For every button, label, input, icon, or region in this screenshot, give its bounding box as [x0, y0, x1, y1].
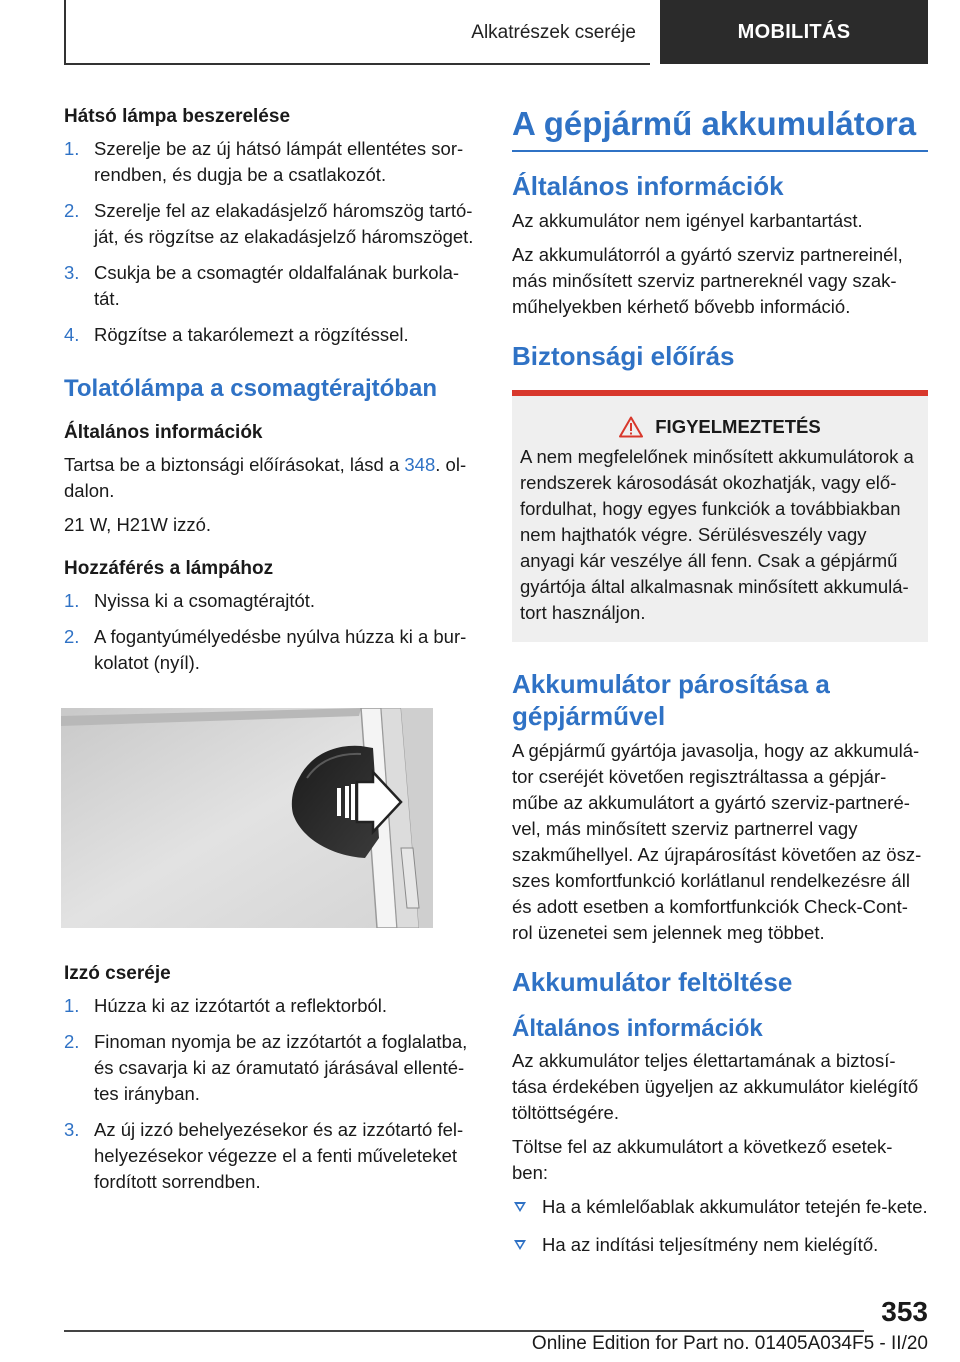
section-title-general-info: Általános információk — [64, 422, 263, 443]
info-source-text: Az akkumulátorról a gyártó szerviz partnereinél, más minősített szerviz partnereknél vagy szak-műhelyekben kérhető bővebb információ. — [512, 244, 903, 317]
charging-text-2: Töltse fel az akkumulátort a következő esetek-ben: — [512, 1136, 893, 1183]
list-item: 2. Szerelje fel az elakadásjelző háromszög tartó-ját, és rögzítse az elakadásjelző háromszöget. — [64, 200, 474, 247]
warning-title: FIGYELMEZTETÉS — [655, 416, 821, 437]
page-reference-link[interactable]: 348 — [404, 454, 436, 475]
heading-safety-note: Biztonsági előírás — [512, 341, 735, 371]
chapter-heading-rule — [512, 150, 928, 152]
pairing-text: A gépjármű gyártója javasolja, hogy az akkumulá-tor cseréjét követően regisztráltassa a gépjár-műbe az akkumulátort a gyártó szerviz-partneré-vel, más minősített szerviz partnerrel vagy szakműhellyel. Az újrapárosítást követően az ösz-szes komfortfunkció korlátlanul rendelkezésre áll és adott esetben a komfortfunkciók Check-Cont-rol üzenetei sem jelennek meg többet. — [512, 740, 922, 943]
list-item: Ha a kémlelőablak akkumulátor tetején fe-kete. — [512, 1194, 928, 1220]
heading-reversing-lamp: Tolatólámpa a csomagtérajtóban — [64, 375, 437, 402]
list-item: 1. Húzza ki az izzótartót a reflektorból. — [64, 995, 388, 1016]
footer-rule — [64, 1330, 864, 1332]
heading-general-info: Általános információk — [512, 171, 784, 201]
list-item: 4. Rögzítse a takarólemezt a rögzítéssel. — [64, 324, 409, 345]
rear-lamp-install-steps — [64, 136, 479, 348]
warning-box — [512, 390, 928, 642]
maintenance-text: Az akkumulátor nem igényel karbantartást. — [512, 210, 863, 231]
list-item: 1. Nyissa ki a csomagtérajtót. — [64, 590, 316, 611]
list-item: Ha az indítási teljesítmény nem kielégítő. — [512, 1232, 928, 1258]
section-title-bulb-replacement: Izzó cseréje — [64, 963, 171, 984]
page-number: 353 — [881, 1296, 928, 1327]
charging-text-1: Az akkumulátor teljes élettartamának a biztosí-tása érdekében ügyeljen az akkumulátor kielégítő töltöttségére. — [512, 1050, 919, 1123]
list-item: 3. Az új izzó behelyezésekor és az izzótartó fel-helyezésekor végezze el a fenti műveleteket fordított sorrendben. — [64, 1119, 464, 1192]
bulb-type-text: 21 W, H21W izzó. — [64, 514, 212, 535]
header-section-title: Alkatrészek cseréje — [471, 22, 636, 43]
list-item: 2. A fogantyúmélyedésbe nyúlva húzza ki a bur-kolatot (nyíl). — [64, 626, 467, 673]
chapter-heading-battery: A gépjármű akkumulátora — [512, 105, 917, 142]
bullet-triangle-icon — [514, 1240, 526, 1250]
left-column — [64, 104, 479, 1209]
heading-battery-pairing: Akkumulátor párosítása a gépjárművel — [512, 669, 830, 731]
bullet-triangle-icon — [514, 1202, 526, 1212]
lamp-access-steps — [64, 588, 479, 676]
warning-text: A nem megfelelőnek minősített akkumulátorok a rendszerek károsodását okozhatják, vagy elő-fordulhat, hogy egyes funkciók a továbbiakban nem hajthatók végre. Sérülésveszély vagy anyagi kár veszélye áll fenn. Csak a gépjármű gyártója által alkalmasnak minősített akkumulá-tort használjon. — [520, 446, 914, 623]
footer-edition: Online Edition for Part no. 01405A034F5 - II/20 — [531, 1333, 928, 1354]
list-item: 3. Csukja be a csomagtér oldalfalának burkola-tát. — [64, 262, 460, 309]
header-rule-bottom — [64, 63, 650, 65]
section-title-lamp-access: Hozzáférés a lámpához — [64, 558, 274, 579]
section-title-rear-lamp-install: Hátsó lámpa beszerelése — [64, 106, 291, 127]
list-item: 2. Finoman nyomja be az izzótartót a foglalatba, és csavarja ki az óramutató járásával ellenté-tes irányban. — [64, 1031, 468, 1104]
bulb-replacement-steps — [64, 993, 479, 1195]
safety-reference-text: Tartsa be a biztonsági előírásokat, lásd a 348. ol-dalon. — [64, 454, 467, 501]
tailgate-cover-illustration — [61, 708, 433, 928]
header-chapter-tab: MOBILITÁS — [660, 0, 928, 64]
list-item: 1. Szerelje be az új hátsó lámpát ellentétes sor-rendben, és dugja be a csatlakozót. — [64, 138, 464, 185]
charging-conditions-list — [512, 1194, 928, 1258]
right-column — [512, 104, 928, 1270]
warning-triangle-icon — [619, 416, 643, 438]
heading-general-info-2: Általános információk — [512, 1015, 763, 1042]
heading-battery-charging: Akkumulátor feltöltése — [512, 967, 793, 997]
